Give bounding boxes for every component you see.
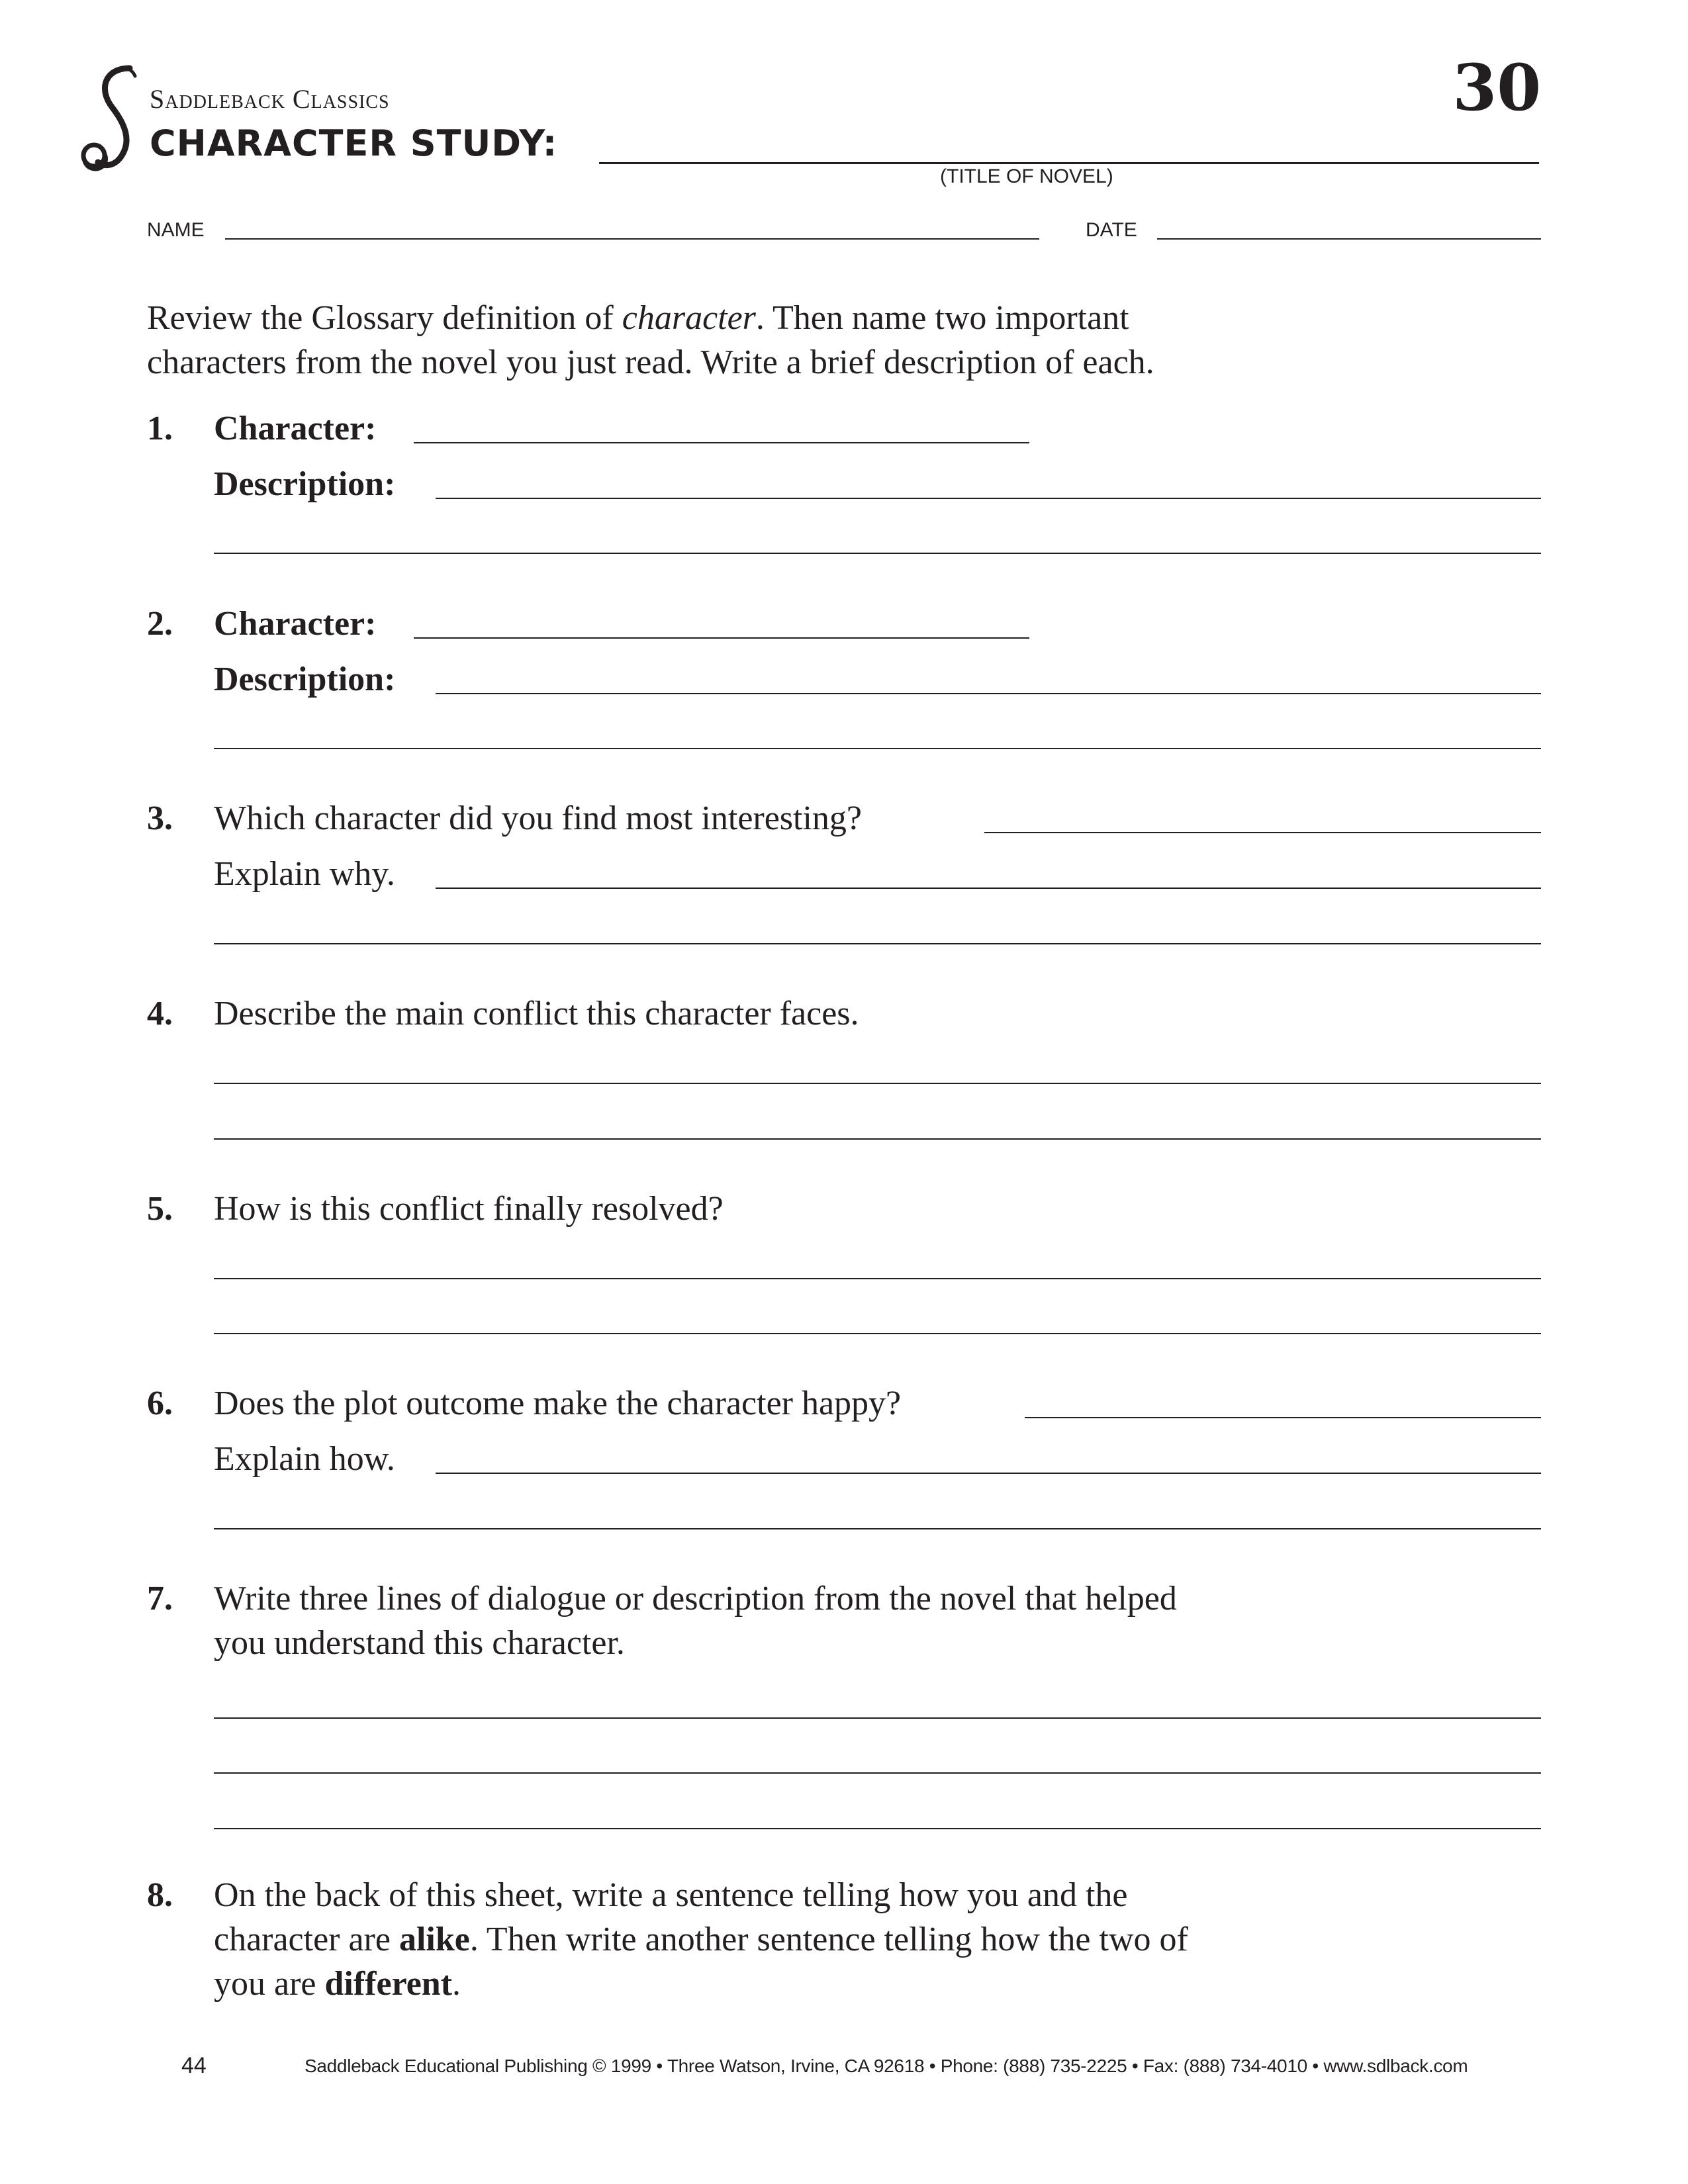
question-8-line2	[214, 1917, 1188, 1962]
question-3-sub: Explain why.	[214, 855, 395, 893]
date-field[interactable]	[1157, 238, 1541, 240]
question-4-answer-line[interactable]	[214, 1083, 1541, 1084]
question-4-text: Describe the main conflict this character faces.	[214, 995, 859, 1032]
question-7-line2: you understand this character.	[214, 1624, 625, 1662]
question-2-answer-line[interactable]	[214, 748, 1541, 749]
instructions-line2: characters from the novel you just read. Write a brief description of each.	[147, 343, 1154, 381]
instructions-line1-pre: Review the Glossary definition of	[147, 299, 622, 337]
footer-publisher: Saddleback Educational Publishing © 1999 • Three Watson, Irvine, CA 92618 • Phone: (888) 735-2225 • Fax: (888) 734-4010 • www.sdlback.com	[305, 2056, 1468, 2076]
question-7-answer-line[interactable]	[214, 1828, 1541, 1829]
question-2-character-label: Character:	[214, 605, 377, 643]
question-1-character-field[interactable]	[414, 442, 1029, 443]
question-6-number: 6.	[147, 1385, 173, 1422]
question-1-description-label: Description:	[214, 465, 396, 503]
question-2-number: 2.	[147, 605, 173, 643]
question-3-answer-field[interactable]	[984, 832, 1541, 833]
question-7-line1: Write three lines of dialogue or description from the novel that helped	[214, 1580, 1177, 1617]
question-7-answer-line[interactable]	[214, 1772, 1541, 1774]
question-8-line1: On the back of this sheet, write a sentence telling how you and the	[214, 1876, 1128, 1914]
question-8-line3-pre: you are	[214, 1965, 325, 2003]
question-8-line2-post: . Then write another sentence telling how the two of	[469, 1921, 1188, 1958]
instructions-line1-post: . Then name two important	[755, 299, 1129, 337]
question-1-number: 1.	[147, 410, 173, 447]
question-1-description-field[interactable]	[436, 498, 1541, 499]
question-8-bold-alike: alike	[399, 1921, 470, 1958]
question-4-number: 4.	[147, 995, 173, 1032]
question-4-answer-line[interactable]	[214, 1138, 1541, 1140]
name-field[interactable]	[225, 238, 1039, 240]
question-1-character-label: Character:	[214, 410, 377, 447]
question-3-explain-field[interactable]	[436, 887, 1541, 889]
question-2-description-label: Description:	[214, 660, 396, 698]
saddleback-s-logo-icon	[78, 63, 151, 179]
question-8-line3	[214, 1962, 461, 2006]
question-6-explain-field[interactable]	[436, 1473, 1541, 1474]
question-3-number: 3.	[147, 799, 173, 837]
question-5-text: How is this conflict finally resolved?	[214, 1190, 724, 1228]
question-2-character-field[interactable]	[414, 637, 1029, 639]
novel-title-field[interactable]	[599, 162, 1539, 164]
question-5-answer-line[interactable]	[214, 1278, 1541, 1279]
question-8-number: 8.	[147, 1876, 173, 1914]
question-6-sub: Explain how.	[214, 1440, 395, 1478]
question-1-answer-line[interactable]	[214, 553, 1541, 554]
sheet-number: 30	[1452, 50, 1541, 125]
question-6-answer-field[interactable]	[1025, 1417, 1541, 1418]
name-label: NAME	[147, 219, 205, 241]
question-8-bold-different: different	[324, 1965, 453, 2003]
question-7-answer-line[interactable]	[214, 1717, 1541, 1719]
brand-name: Saddleback Classics	[150, 84, 390, 114]
page-title: CHARACTER STUDY:	[150, 122, 558, 164]
instructions	[147, 296, 1154, 385]
footer-page-number: 44	[181, 2053, 207, 2078]
question-8-line3-post: .	[452, 1965, 461, 2003]
question-3-text: Which character did you find most interesting?	[214, 799, 863, 837]
question-2-description-field[interactable]	[436, 693, 1541, 694]
question-8-line2-pre: character are	[214, 1921, 399, 1958]
novel-title-caption: (TITLE OF NOVEL)	[940, 165, 1113, 187]
question-6-answer-line[interactable]	[214, 1528, 1541, 1529]
instructions-italic-word: character	[622, 299, 756, 337]
question-6-text: Does the plot outcome make the character happy?	[214, 1385, 902, 1422]
date-label: DATE	[1086, 219, 1137, 241]
question-3-answer-line[interactable]	[214, 943, 1541, 944]
question-5-answer-line[interactable]	[214, 1333, 1541, 1334]
question-5-number: 5.	[147, 1190, 173, 1228]
question-7-number: 7.	[147, 1580, 173, 1617]
